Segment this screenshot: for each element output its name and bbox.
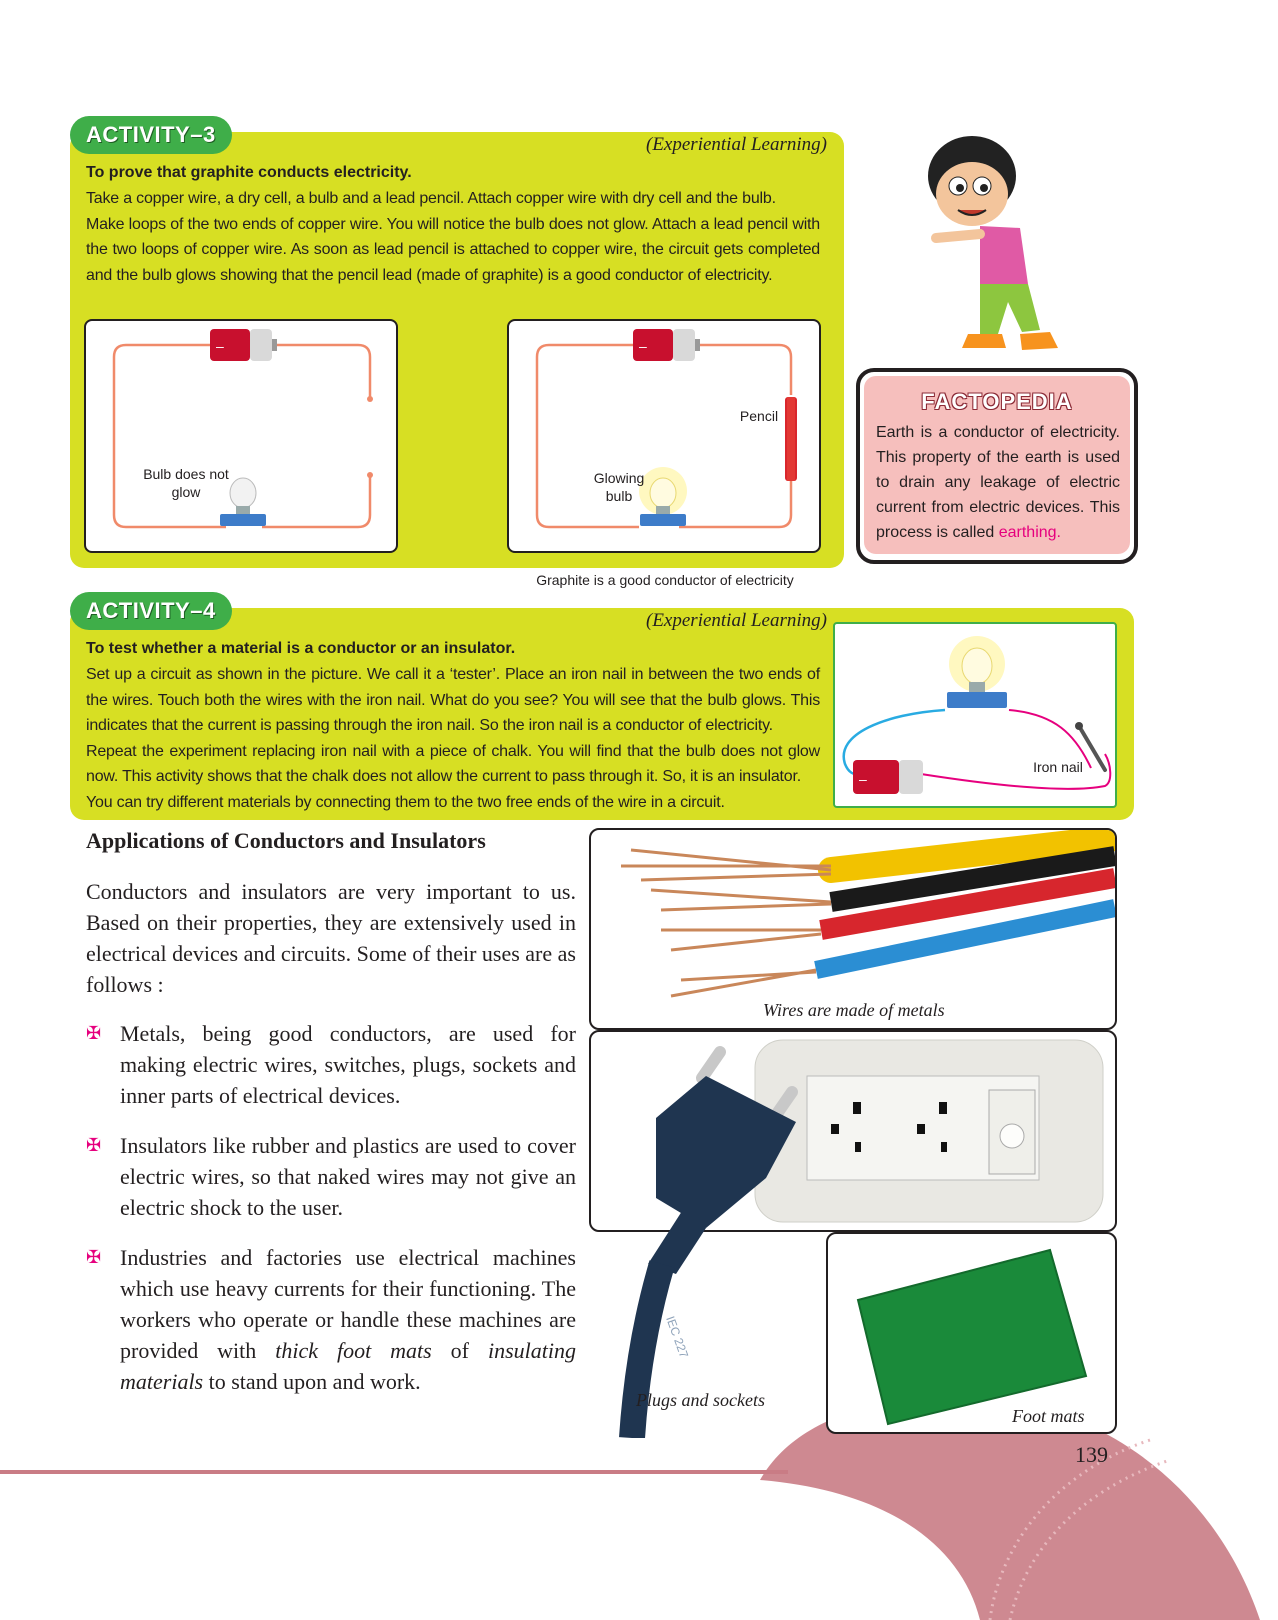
- plugs-caption: Plugs and sockets: [636, 1390, 765, 1410]
- activity-4-tag: ACTIVITY–4: [70, 592, 232, 630]
- factopedia-highlight: earthing.: [998, 524, 1061, 541]
- bullet-item-2: [86, 1130, 576, 1226]
- bullet-3-part-b: thick foot mats: [275, 1338, 432, 1363]
- page-number: 139: [1075, 1442, 1108, 1467]
- glowing-bulb-label-line-1: Glowing: [593, 470, 645, 486]
- dry-cell-icon: [210, 329, 277, 361]
- dry-cell-icon: [853, 760, 923, 794]
- bulb-off-label-line-1: Bulb does not: [143, 466, 229, 482]
- activity-3-tag: ACTIVITY–3: [70, 116, 232, 154]
- bullet-text-3: [120, 1242, 576, 1397]
- activity-4-learning: (Experiential Learning): [646, 610, 827, 631]
- factopedia-body: Earth is a conductor of electricity. This property of the earth is used to drain any leakage of electric current from electric devices. This process is called: [876, 424, 1120, 541]
- factopedia-title: FACTOPEDIA: [921, 389, 1073, 414]
- bullet-item-3: [86, 1242, 576, 1432]
- activity-3-line-1: Take a copper wire, a dry cell, a bulb and a lead pencil. Attach copper wire with dry cell and the bulb.: [86, 190, 776, 207]
- activity-3-title: To prove that graphite conducts electricity.: [86, 164, 412, 181]
- bullet-3-part-d: insulating materials: [120, 1338, 576, 1394]
- bullet-item-1: [86, 1018, 576, 1114]
- activity-3-caption: Graphite is a good conductor of electricity: [536, 572, 794, 588]
- plug-print: IEC 227: [663, 1314, 692, 1360]
- bullet-marker-icon: ✠: [86, 1135, 102, 1155]
- bullet-text-1: Metals, being good conductors, are used for making electric wires, switches, plugs, sockets and inner parts of electrical devices.: [120, 1021, 576, 1108]
- bulb-off-label-line-2: glow: [171, 484, 201, 500]
- bullet-marker-icon: ✠: [86, 1247, 102, 1267]
- tester-circuit-drawing: [835, 624, 1115, 806]
- plug-photo: [596, 1038, 806, 1438]
- wires-photo-frame: [589, 828, 1117, 1030]
- factopedia-text: [876, 420, 1120, 545]
- bullet-3-part-e: to stand upon and work.: [203, 1369, 421, 1394]
- pencil-circuit-drawing: [509, 321, 819, 551]
- glowing-bulb-label: [579, 469, 659, 505]
- iron-nail-label: Iron nail: [1033, 759, 1083, 775]
- dry-cell-icon: [633, 329, 700, 361]
- activity-3-learning: (Experiential Learning): [646, 134, 827, 155]
- pencil-label: Pencil: [739, 408, 779, 424]
- svg-text:–: –: [859, 771, 867, 787]
- bullet-3-part-a: Industries and factories use electrical machines which use heavy currents for their functioning. The workers who operate or handle these machines are provided with: [120, 1245, 576, 1363]
- bottom-rule: [0, 1470, 788, 1474]
- section-heading: Applications of Conductors and Insulators: [86, 828, 486, 853]
- foot-mats-caption: Foot mats: [1012, 1406, 1085, 1426]
- tester-circuit-diagram: [833, 622, 1117, 808]
- svg-text:–: –: [639, 338, 647, 354]
- wires-caption: Wires are made of metals: [763, 1000, 945, 1020]
- svg-text:–: –: [216, 338, 224, 354]
- foot-mat-photo: [828, 1234, 1115, 1432]
- activity-4-body: [86, 662, 820, 815]
- circuit-diagram-pencil: [507, 319, 821, 553]
- activity-3-line-2: Make loops of the two ends of copper wire. You will notice the bulb does not glow. Attach a lead pencil with the two loops of copper wire. As soon as lead pencil is attached to copper wire, the circuit gets completed and the bulb glows showing that the pencil lead (made of graphite) is a good conductor of electricity.: [86, 215, 820, 284]
- bulb-off-label: [136, 465, 236, 501]
- bulb-glowing-icon: [947, 636, 1007, 708]
- cartoon-boy-illustration: [910, 134, 1080, 370]
- activity-4-line-1: Set up a circuit as shown in the picture. We call it a ‘tester’. Place an iron nail in between the two ends of the wires. Touch both the wires with the iron nail. What do you see? You will see that the bulb glows. This indicates that the current is passing through the iron nail. So the iron nail is a conductor of electricity.: [86, 666, 820, 734]
- foot-mats-photo-frame: [826, 1232, 1117, 1434]
- open-circuit-drawing: [86, 321, 396, 551]
- circuit-diagram-open: [84, 319, 398, 553]
- activity-4-line-2: Repeat the experiment replacing iron nail with a piece of chalk. You will find that the bulb does not glow now. This activity shows that the chalk does not allow the current to pass through it. So, it is an insulator.: [86, 742, 820, 785]
- bullet-marker-icon: ✠: [86, 1023, 102, 1043]
- glowing-bulb-label-line-2: bulb: [605, 488, 633, 504]
- activity-4-title: To test whether a material is a conductor or an insulator.: [86, 640, 516, 657]
- activity-4-line-3: You can try different materials by connecting them to the two free ends of the wire in a circuit.: [86, 793, 725, 811]
- section-intro: Conductors and insulators are very important to us. Based on their properties, they are extensively used in electrical devices and circuits. Some of their uses are as follows :: [86, 879, 576, 997]
- wires-photo: [591, 830, 1115, 1028]
- bullet-3-part-c: of: [431, 1338, 488, 1363]
- activity-3-body: [86, 186, 820, 288]
- bullet-text-2: Insulators like rubber and plastics are used to cover electric wires, so that naked wires may not give an electric shock to the user.: [120, 1133, 576, 1220]
